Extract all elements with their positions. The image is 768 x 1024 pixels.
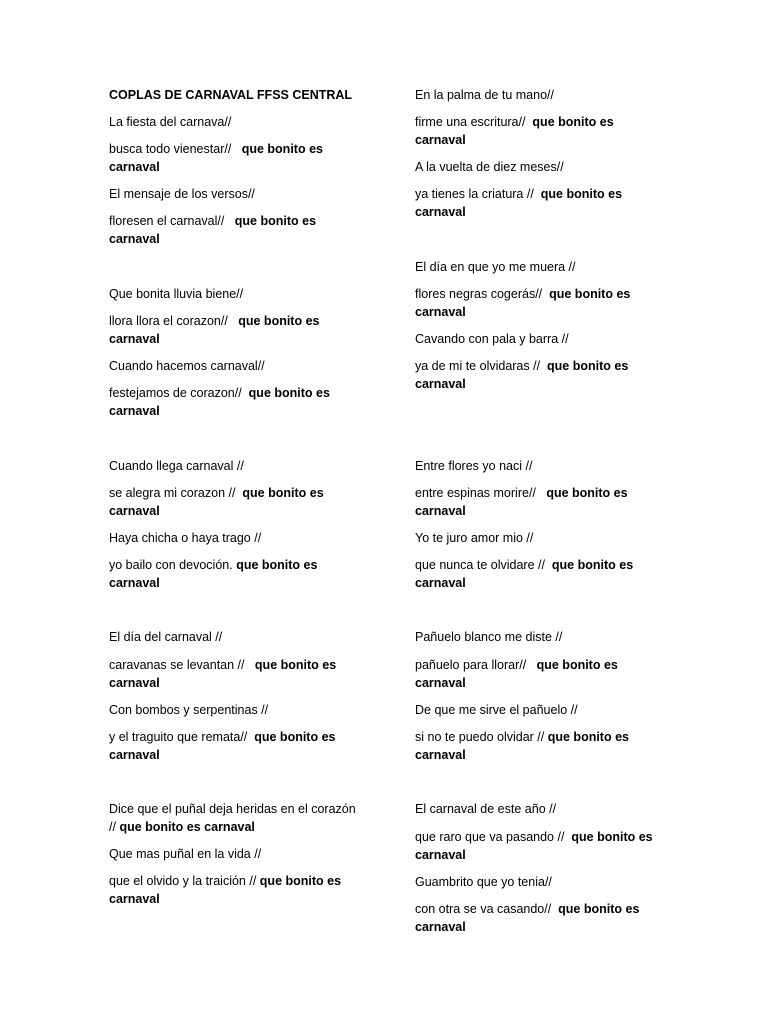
refrain: que bonito es [242,486,324,500]
refrain-end: carnaval [415,377,466,391]
verse-line: El mensaje de los versos// [109,187,255,201]
verse-line: A la vuelta de diez meses// [415,160,564,174]
verse-line: Yo te juro amor mio // [415,531,534,545]
refrain-end: carnaval [109,576,160,590]
verse-line [109,312,399,330]
verse-line: Con bombos y serpentinas // [109,703,269,717]
verse-text: ya de mi te olvidaras // [415,359,541,373]
verse-line: Haya chicha o haya trago // [109,531,262,545]
verse-text: y el traguito que remata// [109,730,248,744]
verse-line [109,484,399,502]
verse-text: // [109,820,116,834]
verse-line: Pañuelo blanco me diste // [415,630,563,644]
verse-line: La fiesta del carnava// [109,115,232,129]
verse-line [415,900,715,918]
verse-text: busca todo vienestar// [109,142,232,156]
verse-line [109,212,399,230]
verse-line: Que mas puñal en la vida // [109,847,262,861]
refrain-end: carnaval [109,892,160,906]
refrain: que bonito es [547,359,629,373]
refrain-end: carnaval [415,205,466,219]
verse-line [415,828,715,846]
verse-line [109,384,399,402]
refrain-end: carnaval [109,332,160,346]
refrain-end: carnaval [109,676,160,690]
refrain: que bonito es [536,658,618,672]
verse-line: Cuando llega carnaval // [109,459,244,473]
verse-line: El día del carnaval // [109,630,223,644]
verse-line: En la palma de tu mano// [415,88,554,102]
refrain-end: carnaval [109,404,160,418]
verse-line: Que bonita lluvia biene// [109,287,244,301]
verse-text: yo bailo con devoción. [109,558,233,572]
refrain-end: carnaval [415,305,466,319]
refrain: que bonito es [254,658,337,672]
refrain-full: que bonito es carnaval [119,820,255,834]
refrain: que bonito es [549,287,631,301]
refrain: que bonito es [532,115,614,129]
verse-line [415,728,715,746]
verse-line: Cuando hacemos carnaval// [109,359,265,373]
refrain-end: carnaval [415,676,466,690]
verse-line [109,818,399,836]
refrain: que bonito es [571,830,653,844]
verse-line: El carnaval de este año // [415,802,557,816]
refrain: que bonito es [259,874,342,888]
refrain-end: carnaval [415,504,466,518]
refrain-end: carnaval [415,748,466,762]
document-title: COPLAS DE CARNAVAL FFSS CENTRAL [109,88,353,102]
verse-text: que raro que va pasando // [415,830,565,844]
verse-line: El día en que yo me muera // [415,260,576,274]
refrain: que bonito es [551,558,634,572]
refrain: que bonito es [248,386,330,400]
verse-text: entre espinas morire// [415,486,536,500]
refrain: que bonito es [241,142,323,156]
refrain-end: carnaval [109,160,160,174]
verse-text: flores negras cogerás// [415,287,543,301]
verse-text: llora llora el corazon// [109,314,228,328]
refrain: que bonito es [558,902,640,916]
verse-text: caravanas se levantan // [109,658,245,672]
verse-text: firme una escritura// [415,115,526,129]
refrain: que bonito es [236,558,318,572]
refrain: que bonito es [546,486,628,500]
verse-line [415,656,715,674]
verse-line: Dice que el puñal deja heridas en el corazón [109,802,356,816]
verse-text: festejamos de corazon// [109,386,242,400]
verse-text: que el olvido y la traición // [109,874,257,888]
verse-line: De que me sirve el pañuelo // [415,703,578,717]
verse-text: floresen el carnaval// [109,214,225,228]
verse-line [415,113,715,131]
verse-text: con otra se va casando// [415,902,552,916]
verse-text: si no te puedo olvidar // [415,730,545,744]
verse-line [415,357,715,375]
verse-text: pañuelo para llorar// [415,658,527,672]
refrain: que bonito es [234,214,317,228]
verse-line [109,556,399,574]
refrain-end: carnaval [415,848,466,862]
verse-line [415,185,715,203]
verse-line [415,556,715,574]
verse-line: Cavando con pala y barra // [415,332,569,346]
verse-line: Entre flores yo naci // [415,459,533,473]
refrain: que bonito es [238,314,320,328]
refrain-end: carnaval [109,232,160,246]
refrain-end: carnaval [415,920,466,934]
verse-line [109,656,399,674]
verse-text: se alegra mi corazon // [109,486,236,500]
refrain-end: carnaval [109,748,160,762]
refrain-end: carnaval [415,133,466,147]
verse-line [109,140,399,158]
verse-line [415,285,715,303]
refrain-end: carnaval [415,576,466,590]
verse-line: Guambrito que yo tenia// [415,875,552,889]
refrain: que bonito es [540,187,623,201]
refrain: que bonito es [254,730,336,744]
verse-text: ya tienes la criatura // [415,187,534,201]
verse-text: que nunca te olvidare // [415,558,545,572]
refrain-end: carnaval [109,504,160,518]
refrain: que bonito es [547,730,629,744]
verse-line [109,728,399,746]
verse-line [109,872,399,890]
verse-line [415,484,715,502]
